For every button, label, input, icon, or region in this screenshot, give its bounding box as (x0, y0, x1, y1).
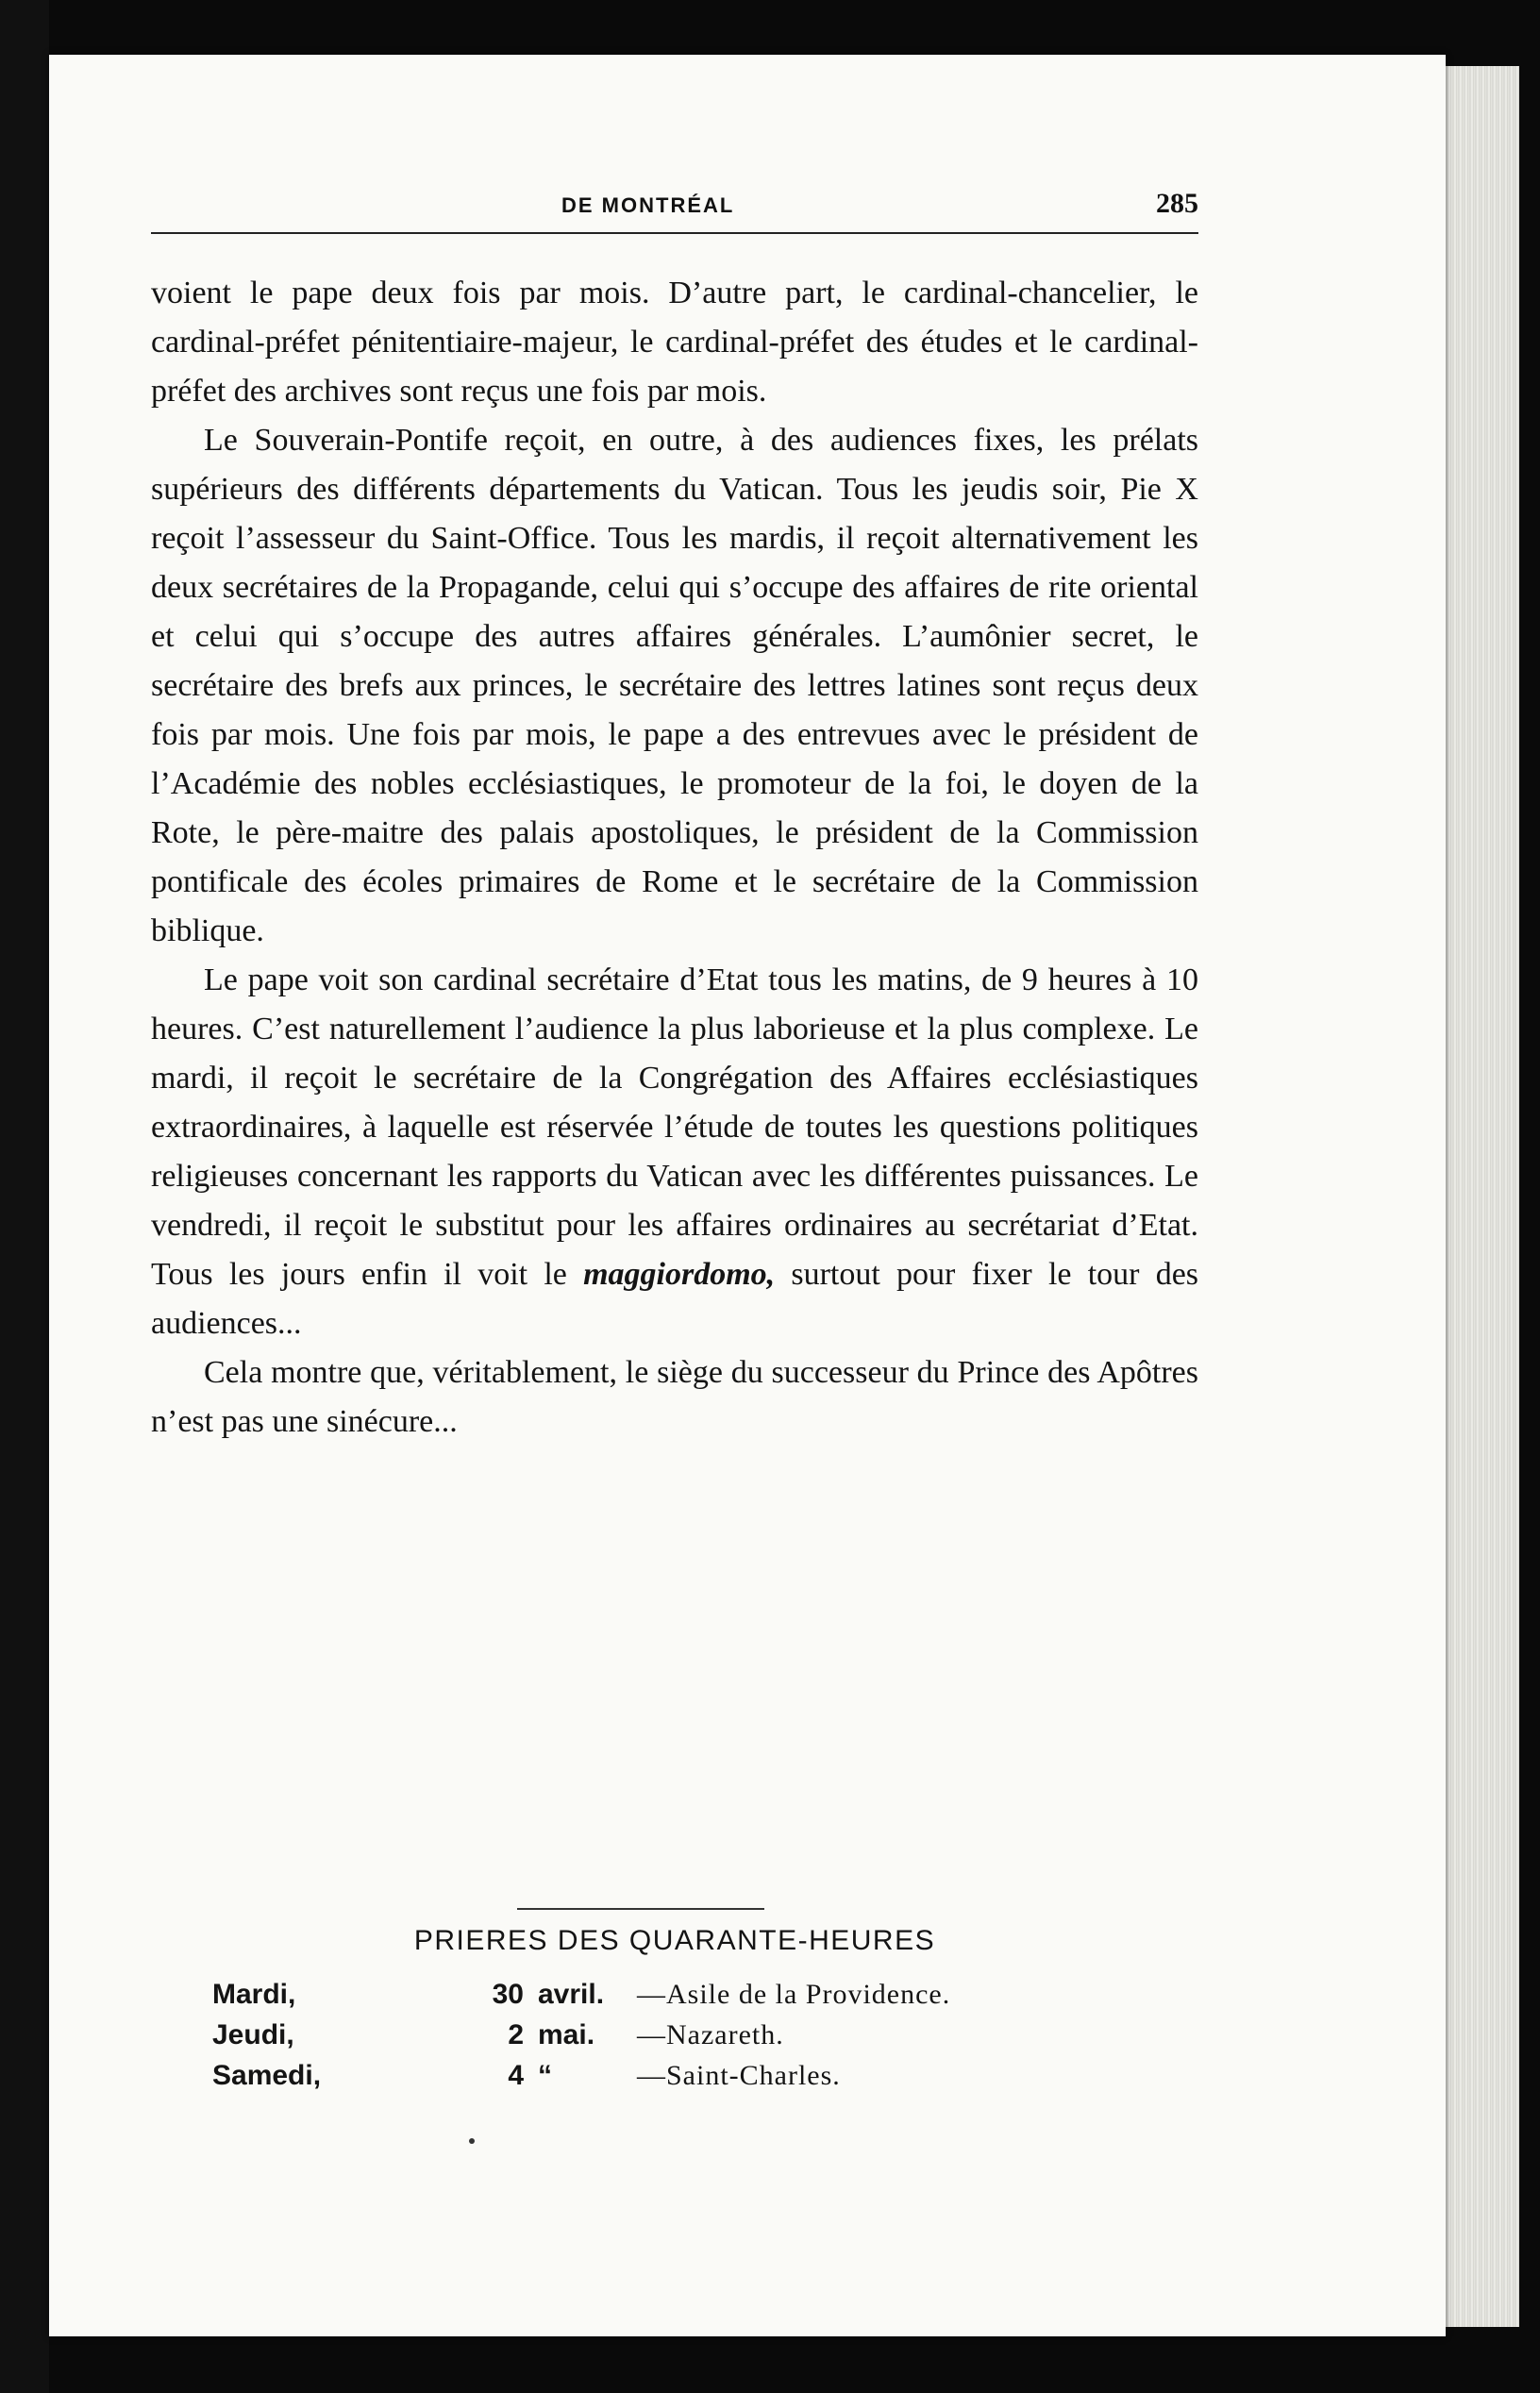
schedule-row (212, 2015, 1156, 2055)
paragraph-4: Cela montre que, véritablement, le siège du successeur du Prince des Apôtres n’est pas une sinécure... (151, 1355, 1198, 1439)
schedule-day: Jeudi, (212, 2019, 294, 2050)
page-edges (1446, 66, 1519, 2327)
body-text (151, 269, 1198, 1447)
schedule-table (212, 1974, 1156, 2096)
schedule-place: —Asile de la Providence. (637, 1979, 951, 2010)
schedule-date: 4 (508, 2060, 524, 2091)
schedule-day: Samedi, (212, 2060, 322, 2091)
section-title: PRIERES DES QUARANTE-HEURES (413, 1925, 936, 1956)
running-head (151, 188, 1198, 231)
ink-speck (469, 2138, 475, 2144)
running-title: DE MONTRÉAL (561, 193, 735, 217)
header-rule (151, 232, 1198, 234)
italic-term: maggiordomo, (583, 1257, 776, 1292)
paragraph-2: Le Souverain-Pontife reçoit, en outre, à des audiences fixes, les prélats supérieurs des différents départements du Vatican. Tous les jeudis soir, Pie X reçoit l’assesseur du Saint-Office. Tous les mardis, il reçoit alternativement les deux secrétaires de la Propagande, celui qui s’occupe des affaires de rite oriental et celui qui s’occupe des autres affaires générales. L’aumônier secret, le secrétaire des brefs aux princes, le secrétaire des lettres latines sont reçus deux fois par mois. Une fois par mois, le pape a des entrevues avec le président de l’Académie des nobles ecclésiastiques, le promoteur de la foi, le doyen de la Rote, le père-maitre des palais apostoliques, le président de la Commission pontificale des écoles primaires de Rome et le secrétaire de la Commission biblique. (151, 423, 1198, 948)
paragraph-1: voient le pape deux fois par mois. D’autre part, le cardinal-chancelier, le cardinal-préfet pénitentiaire-majeur, le cardinal-préfet des études et le cardinal-préfet des archives sont reçus une fois par mois. (151, 276, 1198, 409)
schedule-day: Mardi, (212, 1979, 296, 2010)
schedule-row (212, 2055, 1156, 2096)
schedule-month: avril. (538, 1979, 605, 2010)
schedule-place: —Saint-Charles. (637, 2060, 841, 2091)
paragraph-3-main: Le pape voit son cardinal secrétaire d’Etat tous les matins, de 9 heures à 10 heures. C’est naturellement l’audience la plus laborieuse et la plus complexe. Le mardi, il reçoit le secrétaire de la Congrégation des Affaires ecclésiastiques extraordinaires, à laquelle est réservée l’étude de toutes les questions politiques religieuses concernant les rapports du Vatican avec les différentes puissances. Le vendredi, il reçoit le substitut pour les affaires ordinaires au secrétariat d’Etat. Tous les jours enfin il voit le (151, 962, 1198, 1292)
page-number: 285 (1156, 188, 1198, 219)
schedule-row (212, 1974, 1156, 2015)
schedule-date: 2 (508, 2019, 524, 2050)
book-spine-shadow (0, 0, 49, 2393)
schedule-month: “ (538, 2060, 552, 2091)
paragraph-3-tail: surtout pour fixer le tour des audiences... (151, 1257, 1199, 1341)
paragraph-3 (151, 956, 1198, 1348)
section-divider (517, 1908, 764, 1910)
schedule-place: —Nazareth. (637, 2019, 784, 2050)
schedule-date: 30 (492, 1979, 524, 2010)
schedule-month: mai. (538, 2019, 595, 2050)
